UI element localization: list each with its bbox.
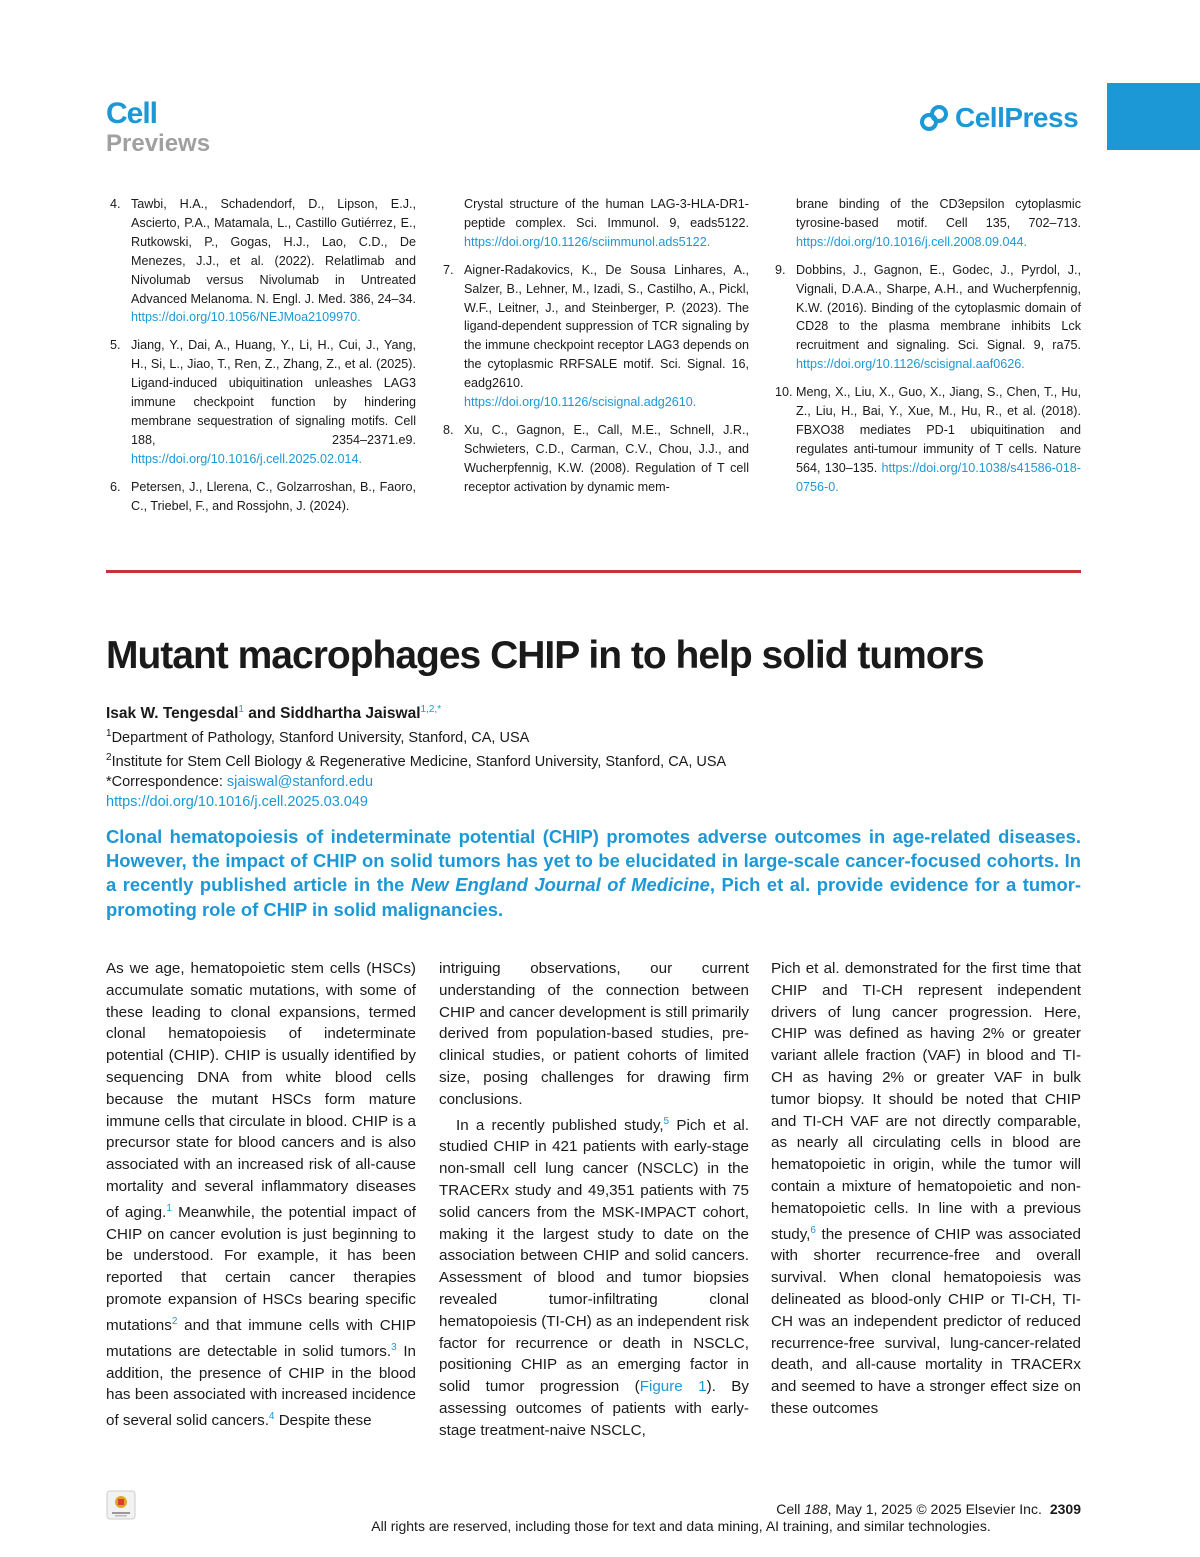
reference-doi-link[interactable]: https://doi.org/10.1126/scisignal.adg2610. [464, 395, 697, 410]
reference-item [439, 195, 749, 252]
affiliation-2 [106, 748, 726, 772]
reference-number: 9. [775, 262, 786, 277]
body-text: As we age, hematopoietic stem cells (HSCs) accumulate somatic mutations, with some of these leading to clonal expansions, termed clonal hematopoiesis of indeterminate potential (CHIP). CHIP is usually identified by sequencing DNA from white blood cells because the mutant HSCs form mature immune cells that circulate in blood. CHIP is a precursor state for blood cancers and is also associated with an increased risk of all-cause mortality and several inflammatory diseases of aging. [106, 960, 416, 1221]
affiliation-2-text: Institute for Stem Cell Biology & Regenerative Medicine, Stanford University, Stanford, CA, USA [111, 753, 727, 770]
page-number: 2309 [1049, 1501, 1081, 1517]
author-1: Isak W. Tengesdal [106, 705, 239, 723]
citation-link[interactable]: 2 [171, 1315, 178, 1327]
reference-item [106, 478, 416, 516]
check-for-updates-icon[interactable] [106, 1490, 136, 1520]
reference-doi-link[interactable]: https://doi.org/10.1056/NEJMoa2109970. [131, 310, 361, 325]
references-column-3 [771, 195, 1081, 506]
reference-number: 8. [443, 422, 454, 437]
header-accent-tab [1107, 83, 1200, 150]
body-paragraph [106, 958, 416, 1432]
body-text: intriguing observations, our current understanding of the connection between CHIP and cancer development is still primarily derived from population-based studies, pre-clinical studies, or patient cohorts of limited size, posing challenges for drawing firm conclusions. [439, 960, 749, 1108]
affiliation-1-number: 1 [106, 728, 112, 740]
body-text: Pich et al. studied CHIP in 421 patients with early-stage non-small cell lung cancer (NSCLC) in the TRACERx study and 49,351 patients with 75 solid cancers from the MSK-IMPACT cohort, making it the largest study to date on the association between CHIP and solid cancers. Assessment of blood and tumor biopsies revealed tumor-infiltrating clonal hematopoiesis (TI-CH) as an independent risk factor for recurrence or death in NSCLC, positioning CHIP as an emerging factor in solid tumor progression ( [439, 1116, 749, 1396]
body-text: In a recently published study, [456, 1116, 664, 1134]
body-text: and that immune cells with CHIP mutations are detectable in solid tumors. [106, 1316, 416, 1360]
body-text: Despite these [274, 1412, 372, 1430]
reference-text: Aigner-Radakovics, K., De Sousa Linhares, A., Salzer, B., Lehner, M., Izadi, S., Castilho, A., Pickl, W.F., Leitner, J., and Steinberger, P. (2023). The ligand-dependent suppression of TCR signaling by the immune checkpoint receptor LAG3 depends on the cytoplasmic RRFSALE motif. Sci. Signal. 16, eadg2610. [464, 262, 749, 391]
reference-text: Tawbi, H.A., Schadendorf, D., Lipson, E.J., Ascierto, P.A., Matamala, L., Castillo Gutiérrez, E., Rutkowski, P., Gogas, H.J., Lao, C.D., De Menezes, J.J., et al. (2022). Relatlimab and Nivolumab versus Nivolumab in Untreated Advanced Melanoma. N. Engl. J. Med. 386, 24–34. [131, 197, 416, 306]
reference-text: Crystal structure of the human LAG-3-HLA-DR1-peptide complex. Sci. Immunol. 9, eads5122. [464, 197, 749, 230]
check-for-updates-badge [106, 1490, 136, 1520]
reference-number: 10. [775, 385, 793, 400]
publisher-logo[interactable] [919, 100, 1078, 136]
reference-item [771, 383, 1081, 496]
abstract-journal-name: New England Journal of Medicine [410, 874, 710, 896]
reference-doi-link[interactable]: https://doi.org/10.1126/scisignal.aaf0626. [796, 357, 1025, 372]
rights-statement: All rights are reserved, including those for text and data mining, AI training, and similar technologies. [371, 1518, 991, 1534]
citation-link[interactable]: 1 [166, 1202, 172, 1214]
reference-item [439, 261, 749, 412]
correspondence-email-link[interactable]: sjaiswal@stanford.edu [226, 773, 374, 790]
abstract-text-end: , Pich et al. provide evidence for a tumor-promoting role of CHIP in solid malignancies. [106, 874, 1082, 920]
citation-link[interactable]: 4 [268, 1411, 275, 1423]
reference-text: Meng, X., Liu, X., Guo, X., Jiang, S., Chen, T., Hu, Z., Liu, H., Bai, Y., Xue, M., Hu, R., et al. (2018). FBXO38 mediates PD-1 ubiquitination and regulates anti-tumour immunity of T cells. Nature 564, 130–135. [796, 385, 1081, 475]
footer-volume: 188 [804, 1501, 828, 1517]
author-join: and [243, 705, 281, 723]
body-paragraph [439, 958, 749, 1111]
body-column-3 [771, 958, 1081, 1420]
author-names [106, 700, 726, 724]
body-text: Pich et al. demonstrated for the first time that CHIP and TI-CH represent independent drivers of lung cancer progression. Here, CHIP was defined as having 2% or greater variant allele fraction (VAF) in blood and TI-CH as having 2% or greater VAF in bulk tumor biopsy. It should be noted that CHIP and TI-CH VAF are not directly comparable, as nearly all circulating cells in blood are hematopoietic in origin, while the tumor will contain a mixture of hematopoietic and non-hematopoietic cells. In line with a previous study, [771, 960, 1081, 1243]
reference-text: brane binding of the CD3epsilon cytoplasmic tyrosine-based motif. Cell 135, 702–713. [796, 197, 1081, 230]
body-text: In addition, the presence of CHIP in the blood has been associated with increased incidence of several solid cancers. [106, 1342, 417, 1430]
reference-item [106, 195, 416, 327]
reference-text: Xu, C., Gagnon, E., Call, M.E., Schnell, J.R., Schwieters, C.D., Carman, C.V., Chou, J.J., and Wucherpfennig, K.W. (2008). Regulation of T cell receptor activation by dynamic mem- [464, 422, 749, 494]
article-doi [106, 792, 726, 812]
body-text: Meanwhile, the potential impact of CHIP on cancer evolution is just beginning to be understood. For example, it has been reported that certain cancer therapies promote expansion of HSCs bearing specific mutations [106, 1203, 416, 1334]
body-text: ). By assessing outcomes of patients with early-stage treatment-naive NSCLC, [439, 1378, 749, 1439]
article-title: Mutant macrophages CHIP in to help solid tumors [106, 634, 984, 677]
citation-link[interactable]: 5 [663, 1115, 670, 1127]
reference-doi-link[interactable]: https://doi.org/10.1016/j.cell.2008.09.044. [796, 234, 1028, 249]
page-footer [776, 1500, 1081, 1518]
reference-item [106, 336, 416, 468]
correspondence [106, 772, 726, 792]
abstract-text: Clonal hematopoiesis of indeterminate potential (CHIP) promotes adverse outcomes in age-related diseases. However, the impact of CHIP on solid tumors has yet to be elucidated in large-scale cancer-focused cohorts. In a recently published article in the [106, 826, 1081, 896]
figure-link[interactable]: Figure 1 [639, 1378, 707, 1396]
reference-item [439, 421, 749, 497]
author-block [106, 700, 726, 812]
publisher-name: CellPress [955, 102, 1079, 133]
article-abstract [106, 825, 1081, 922]
author-2-affiliation-sup[interactable]: 1,2,* [420, 704, 442, 715]
correspondence-label: *Correspondence: [106, 773, 227, 790]
journal-brand [106, 98, 210, 158]
reference-number: 5. [110, 338, 121, 353]
reference-item [771, 261, 1081, 374]
body-text: the presence of CHIP was associated with shorter recurrence-free and overall survival. When clonal hematopoiesis was delineated as blood-only CHIP or TI-CH, TI-CH was an independent predictor of reduced recurrence-free survival, lung-cancer-related death, and all-cause mortality in TRACERx and seemed to have a stronger effect size on these outcomes [771, 1225, 1081, 1417]
affiliation-1-text: Department of Pathology, Stanford University, Stanford, CA, USA [111, 729, 530, 746]
reference-text: Dobbins, J., Gagnon, E., Godec, J., Pyrdol, J., Vignali, D.A.A., Sharpe, A.H., and Wucherpfennig, K.W. (2016). Binding of the cytoplasmic domain of CD28 to the plasma membrane inhibits Lck recruitment and signaling. Sci. Signal. 9, ra75. [796, 262, 1081, 353]
footer-journal: Cell [776, 1501, 805, 1517]
affiliation-2-number: 2 [106, 751, 112, 763]
reference-doi-link[interactable]: https://doi.org/10.1038/s41586-018-0756-0. [796, 460, 1081, 494]
reference-doi-link[interactable]: https://doi.org/10.1016/j.cell.2025.02.014. [131, 451, 363, 466]
body-paragraph [439, 1111, 749, 1442]
body-column-2 [439, 958, 749, 1442]
reference-number: 7. [443, 262, 454, 277]
reference-doi-link[interactable]: https://doi.org/10.1126/sciimmunol.ads5122. [464, 234, 711, 249]
reference-item [771, 195, 1081, 252]
body-column-1 [106, 958, 416, 1432]
section-name: Previews [106, 130, 211, 157]
journal-name: Cell [106, 97, 158, 130]
article-doi-link[interactable]: https://doi.org/10.1016/j.cell.2025.03.049 [106, 793, 368, 810]
reference-text: Petersen, J., Llerena, C., Golzarroshan, B., Faoro, C., Triebel, F., and Rossjohn, J. (2024). [131, 479, 416, 513]
reference-number: 4. [110, 197, 121, 211]
reference-text: Jiang, Y., Dai, A., Huang, Y., Li, H., Cui, J., Yang, H., Si, L., Jiao, T., Ren, Z., Zhang, Z., et al. (2025). Ligand-induced ubiquitination unleashes LAG3 immune checkpoint function by hindering membrane sequestration of signaling motifs. Cell 188, 2354–2371.e9. [131, 338, 416, 447]
footer-citation: , May 1, 2025 © 2025 Elsevier Inc. [827, 1501, 1042, 1517]
citation-link[interactable]: 3 [391, 1341, 397, 1353]
body-paragraph [771, 958, 1081, 1420]
section-divider [106, 570, 1081, 573]
reference-number: 6. [110, 479, 121, 494]
author-2: Siddhartha Jaiswal [280, 705, 421, 723]
references-column-2 [439, 195, 749, 506]
references-column-1 [106, 195, 416, 525]
author-1-affiliation-sup[interactable]: 1 [238, 704, 244, 715]
affiliation-1 [106, 724, 726, 748]
cellpress-logo-icon [919, 103, 949, 133]
citation-link[interactable]: 6 [810, 1224, 816, 1236]
